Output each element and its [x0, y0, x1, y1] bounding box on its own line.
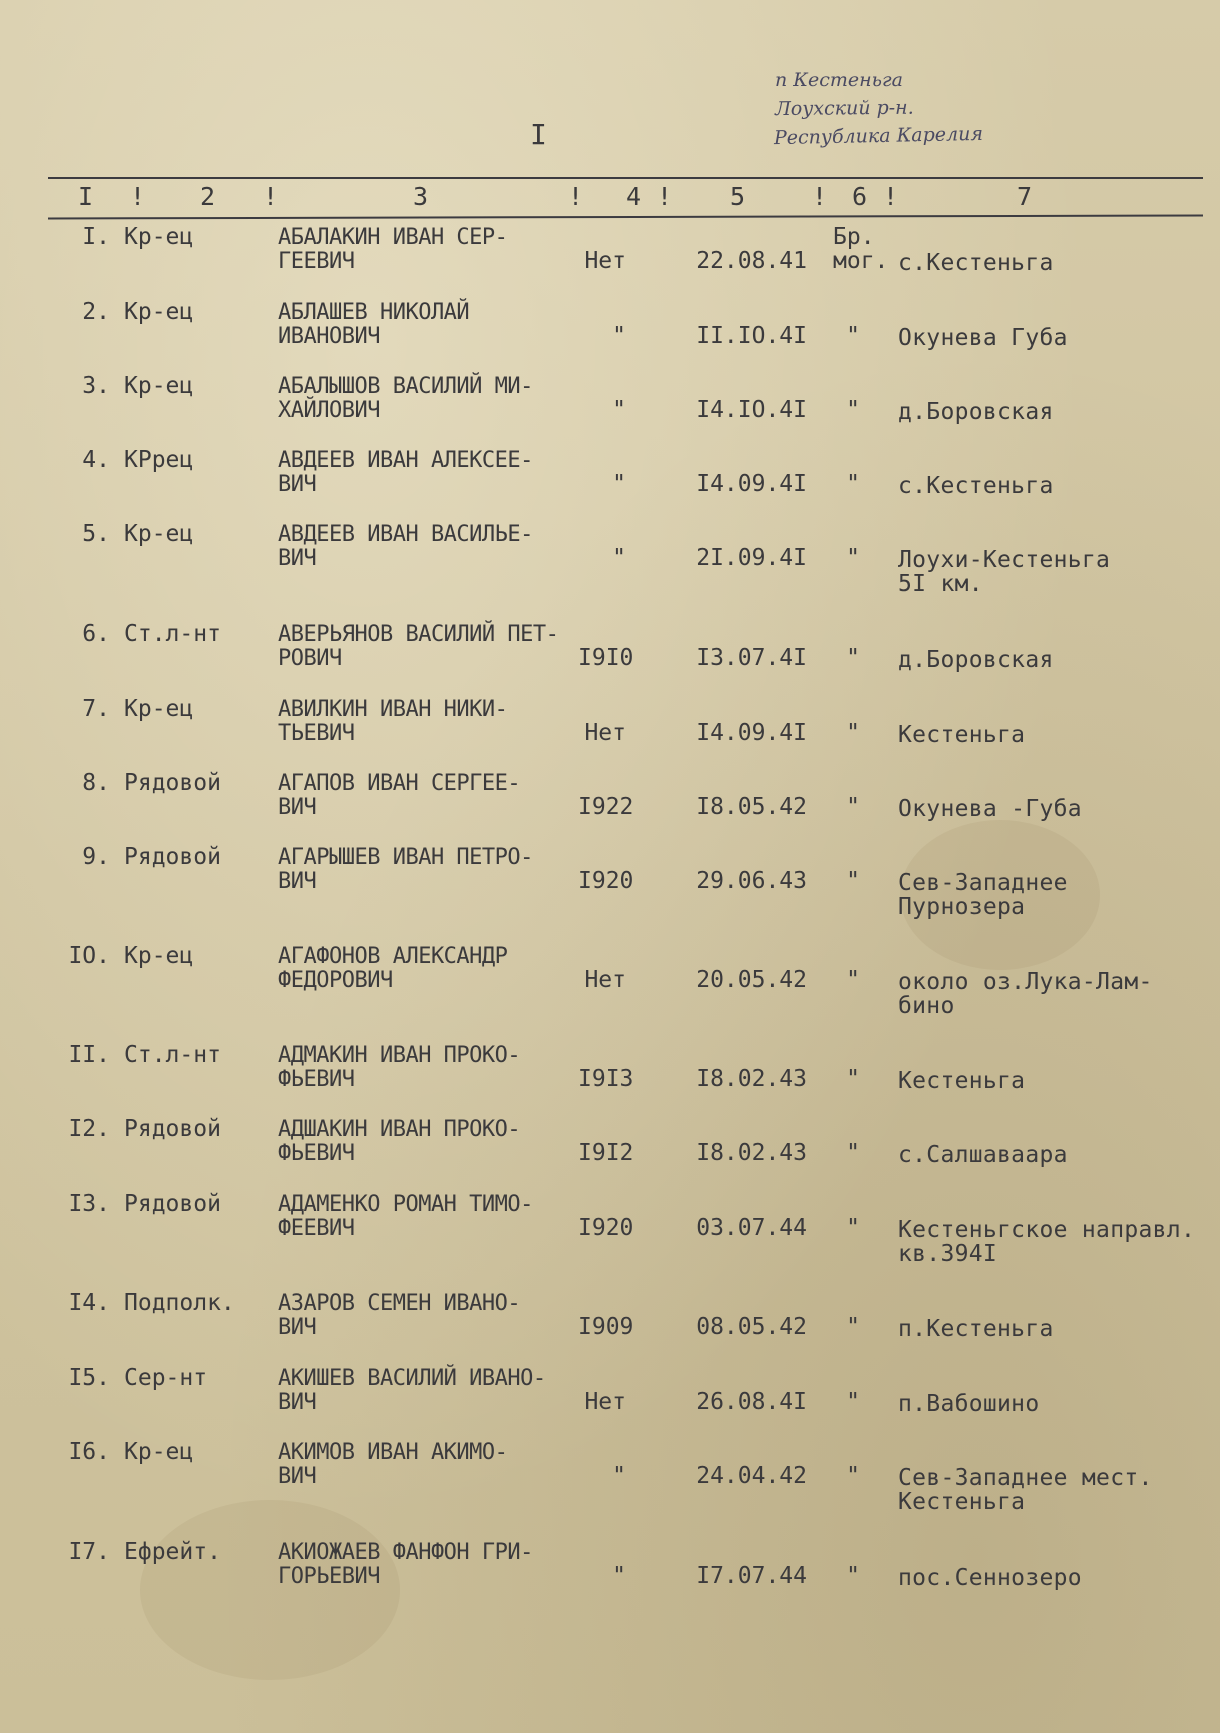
burial-type-line2: "	[846, 545, 860, 571]
full-name-line1: АВДЕЕВ ИВАН АЛЕКСЕЕ-	[278, 448, 533, 473]
burial-place-line1: п.Кестеньга	[898, 1316, 1054, 1342]
birth-year: I909	[578, 1314, 634, 1340]
military-rank: Рядовой	[124, 770, 221, 796]
military-rank: Ст.л-нт	[124, 621, 221, 647]
row-number: 7.	[82, 696, 110, 722]
full-name-line1: АДШАКИН ИВАН ПРОКО-	[278, 1117, 521, 1142]
row-number: 5.	[82, 521, 110, 547]
death-date: I7.07.44	[696, 1563, 807, 1589]
birth-year: I9I0	[578, 645, 634, 671]
birth-year: "	[612, 545, 626, 571]
birth-year: "	[612, 397, 626, 423]
burial-type-line2: "	[846, 1066, 860, 1092]
burial-place-line1: Сев-Западнее мест.	[898, 1465, 1153, 1491]
burial-place-line1: с.Кестеньга	[898, 250, 1054, 276]
row-number: 2.	[82, 299, 110, 325]
full-name-line1: АБАЛЫШОВ ВАСИЛИЙ МИ-	[278, 374, 533, 399]
full-name-line1: АДАМЕНКО РОМАН ТИМО-	[278, 1192, 533, 1217]
burial-place-line1: пос.Сеннозеро	[898, 1565, 1082, 1591]
row-number: I5.	[68, 1365, 110, 1391]
header-separator: !	[568, 182, 584, 211]
burial-place-line1: Кестеньга	[898, 722, 1026, 748]
death-date: 08.05.42	[696, 1314, 807, 1340]
burial-type-line2: "	[846, 868, 860, 894]
death-date: 03.07.44	[696, 1215, 807, 1241]
full-name-line1: АБЛАШЕВ НИКОЛАЙ	[278, 300, 470, 325]
military-rank: Кр-ец	[124, 373, 194, 399]
death-date: 2I.09.4I	[696, 545, 807, 571]
death-date: 20.05.42	[696, 967, 807, 993]
burial-place-line1: п.Вабошино	[898, 1391, 1040, 1417]
burial-place-line1: с.Кестеньга	[898, 473, 1054, 499]
burial-type-line2: "	[846, 1563, 860, 1589]
row-number: 4.	[82, 447, 110, 473]
header-col-6: 6	[852, 182, 868, 211]
burial-type-line2: "	[846, 1215, 860, 1241]
military-rank: Рядовой	[124, 844, 221, 870]
handwritten-line-settlement: п Кестеньга	[775, 69, 903, 91]
death-date: I8.02.43	[696, 1066, 807, 1092]
full-name-line2: ГОРЬЕВИЧ	[278, 1564, 380, 1589]
death-date: I4.09.4I	[696, 471, 807, 497]
burial-type-line2: "	[846, 323, 860, 349]
birth-year: I920	[578, 1215, 634, 1241]
military-rank: Кр-ец	[124, 696, 194, 722]
birth-year: "	[612, 1463, 626, 1489]
military-rank: Рядовой	[124, 1191, 221, 1217]
header-separator: !	[812, 182, 828, 211]
row-number: 3.	[82, 373, 110, 399]
handwritten-line-republic: Республика Карелия	[773, 122, 984, 150]
death-date: I8.02.43	[696, 1140, 807, 1166]
burial-place-line1: Кестеньга	[898, 1068, 1026, 1094]
military-rank: Рядовой	[124, 1116, 221, 1142]
birth-year: I9I3	[578, 1066, 634, 1092]
full-name-line1: АКИОЖАЕВ ФАНФОН ГРИ-	[278, 1540, 533, 1565]
full-name-line2: ВИЧ	[278, 1315, 317, 1340]
burial-place-line2: кв.394I	[898, 1241, 998, 1267]
header-col-1: I	[78, 182, 94, 211]
military-rank: Подполк.	[124, 1290, 235, 1316]
handwritten-line-district: Лоухский р-н.	[774, 96, 914, 121]
header-separator: !	[657, 182, 673, 211]
full-name-line2: ВИЧ	[278, 472, 317, 497]
military-rank: Ефрейт.	[124, 1539, 221, 1565]
burial-type-line2: "	[846, 1463, 860, 1489]
birth-year: "	[612, 471, 626, 497]
full-name-line2: ФЬЕВИЧ	[278, 1067, 355, 1092]
burial-type-line2: "	[846, 645, 860, 671]
burial-place-line1: Окунева Губа	[898, 325, 1068, 351]
row-number: I7.	[68, 1539, 110, 1565]
birth-year: Нет	[584, 967, 626, 993]
full-name-line1: АЗАРОВ СЕМЕН ИВАНО-	[278, 1291, 521, 1316]
burial-type-line1: Бр.	[833, 224, 875, 250]
birth-year: I920	[578, 868, 634, 894]
burial-place-line1: д.Боровская	[898, 647, 1054, 673]
burial-place-line2: 5I км.	[898, 571, 983, 597]
full-name-line2: ВИЧ	[278, 795, 317, 820]
birth-year: "	[612, 1563, 626, 1589]
row-number: 9.	[82, 844, 110, 870]
header-col-7: 7	[1017, 182, 1033, 211]
burial-type-line2: мог.	[833, 248, 889, 274]
row-number: I3.	[68, 1191, 110, 1217]
military-rank: Кр-ец	[124, 224, 194, 250]
full-name-line2: ХАЙЛОВИЧ	[278, 398, 380, 423]
full-name-line1: АГАРЫШЕВ ИВАН ПЕТРО-	[278, 845, 533, 870]
full-name-line2: ФЕЕВИЧ	[278, 1216, 355, 1241]
burial-type-line2: "	[846, 720, 860, 746]
military-rank: Сер-нт	[124, 1365, 208, 1391]
header-col-2: 2	[200, 182, 216, 211]
burial-place-line1: д.Боровская	[898, 399, 1054, 425]
header-separator: !	[883, 182, 899, 211]
full-name-line1: АКИШЕВ ВАСИЛИЙ ИВАНО-	[278, 1366, 546, 1391]
death-date: 24.04.42	[696, 1463, 807, 1489]
full-name-line1: АДМАКИН ИВАН ПРОКО-	[278, 1043, 521, 1068]
row-number: I.	[82, 224, 110, 250]
birth-year: "	[612, 323, 626, 349]
military-rank: Кр-ец	[124, 943, 194, 969]
military-rank: Кр-ец	[124, 1439, 194, 1465]
full-name-line2: ВИЧ	[278, 1464, 317, 1489]
page-number: I	[530, 118, 548, 151]
row-number: I4.	[68, 1290, 110, 1316]
header-col-4: 4	[626, 182, 642, 211]
full-name-line2: ФЬЕВИЧ	[278, 1141, 355, 1166]
full-name-line2: ТЬЕВИЧ	[278, 721, 355, 746]
header-separator: !	[130, 182, 146, 211]
burial-place-line1: с.Салшаваара	[898, 1142, 1068, 1168]
burial-place-line2: Кестеньга	[898, 1489, 1026, 1515]
death-date: I4.09.4I	[696, 720, 807, 746]
row-number: IO.	[68, 943, 110, 969]
full-name-line2: ИВАНОВИЧ	[278, 324, 380, 349]
birth-year: Нет	[584, 1389, 626, 1415]
military-rank: Кр-ец	[124, 299, 194, 325]
birth-year: I9I2	[578, 1140, 634, 1166]
row-number: 8.	[82, 770, 110, 796]
full-name-line2: ГЕЕВИЧ	[278, 249, 355, 274]
burial-type-line2: "	[846, 1314, 860, 1340]
row-number: 6.	[82, 621, 110, 647]
header-separator: !	[263, 182, 279, 211]
row-number: I2.	[68, 1116, 110, 1142]
burial-place-line2: Пурнозера	[898, 894, 1026, 920]
full-name-line2: ВИЧ	[278, 869, 317, 894]
death-date: 29.06.43	[696, 868, 807, 894]
burial-place-line1: Сев-Западнее	[898, 870, 1068, 896]
full-name-line1: АГАФОНОВ АЛЕКСАНДР	[278, 944, 508, 969]
burial-place-line1: Лоухи-Кестеньга	[898, 547, 1111, 573]
death-date: I8.05.42	[696, 794, 807, 820]
birth-year: Нет	[584, 248, 626, 274]
burial-type-line2: "	[846, 794, 860, 820]
death-date: 26.08.4I	[696, 1389, 807, 1415]
burial-place-line1: Окунева -Губа	[898, 796, 1082, 822]
full-name-line1: АВЕРЬЯНОВ ВАСИЛИЙ ПЕТ-	[278, 622, 559, 647]
death-date: I4.IO.4I	[696, 397, 807, 423]
full-name-line2: ВИЧ	[278, 1390, 317, 1415]
full-name-line2: ФЕДОРОВИЧ	[278, 968, 393, 993]
full-name-line1: АГАПОВ ИВАН СЕРГЕЕ-	[278, 771, 521, 796]
military-rank: Кр-ец	[124, 521, 194, 547]
burial-place-line2: бино	[898, 993, 955, 1019]
death-date: 22.08.41	[696, 248, 807, 274]
burial-place-line1: Кестеньгское направл.	[898, 1217, 1196, 1243]
death-date: I3.07.4I	[696, 645, 807, 671]
full-name-line1: АКИМОВ ИВАН АКИМО-	[278, 1440, 508, 1465]
row-number: I6.	[68, 1439, 110, 1465]
military-rank: КРрец	[124, 447, 194, 473]
death-date: II.IO.4I	[696, 323, 807, 349]
burial-type-line2: "	[846, 1140, 860, 1166]
burial-place-line1: около оз.Лука-Лам-	[898, 969, 1153, 995]
full-name-line1: АВДЕЕВ ИВАН ВАСИЛЬЕ-	[278, 522, 533, 547]
full-name-line1: АБАЛАКИН ИВАН СЕР-	[278, 225, 508, 250]
full-name-line2: РОВИЧ	[278, 646, 342, 671]
burial-type-line2: "	[846, 967, 860, 993]
burial-type-line2: "	[846, 397, 860, 423]
full-name-line2: ВИЧ	[278, 546, 317, 571]
burial-type-line2: "	[846, 1389, 860, 1415]
header-col-3: 3	[413, 182, 429, 211]
military-rank: Ст.л-нт	[124, 1042, 221, 1068]
full-name-line1: АВИЛКИН ИВАН НИКИ-	[278, 697, 508, 722]
burial-type-line2: "	[846, 471, 860, 497]
birth-year: I922	[578, 794, 634, 820]
birth-year: Нет	[584, 720, 626, 746]
header-col-5: 5	[730, 182, 746, 211]
row-number: II.	[68, 1042, 110, 1068]
